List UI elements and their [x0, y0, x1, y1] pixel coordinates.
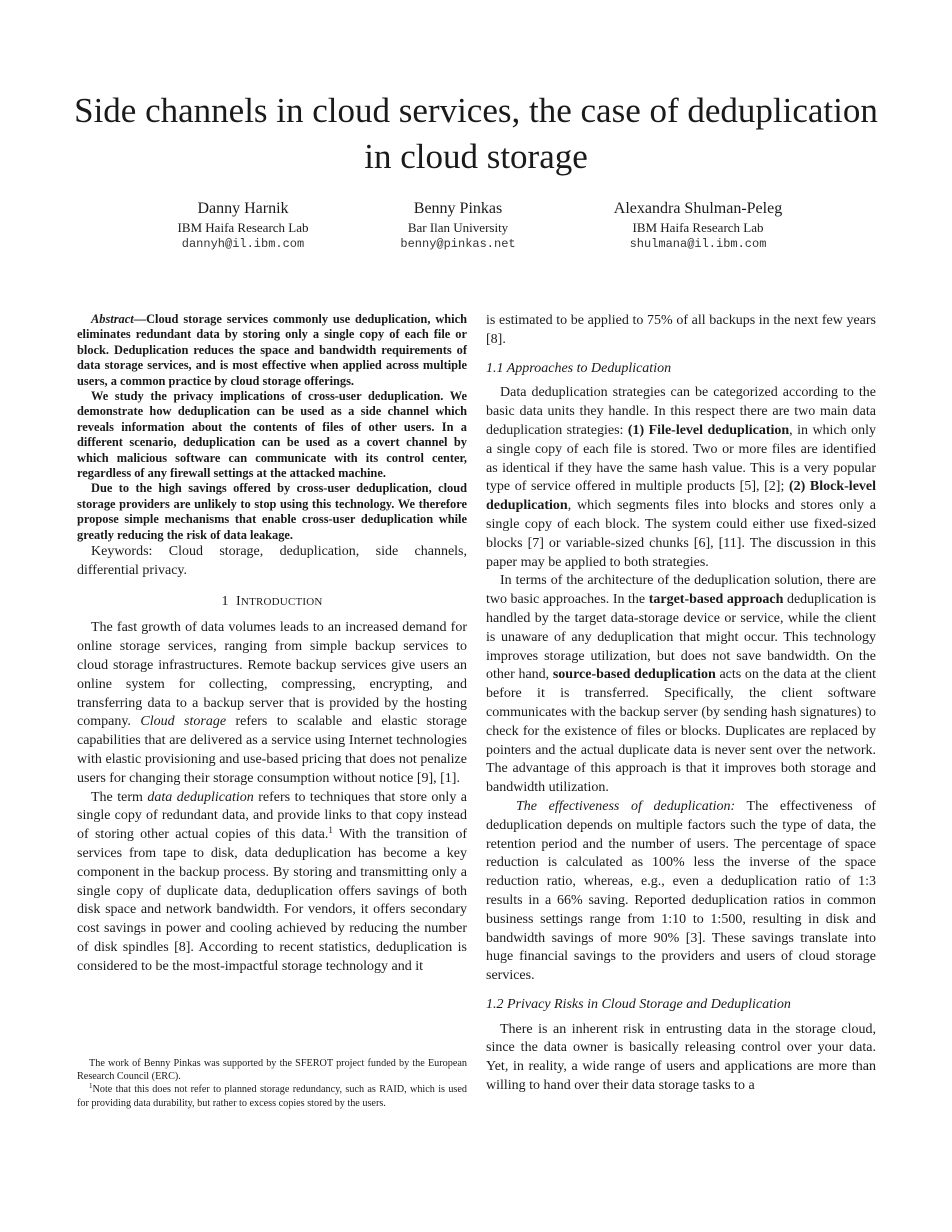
abstract-label: Abstract — [91, 312, 134, 326]
intro-paragraph-2-continued: is estimated to be applied to 75% of all backups in the next few years [8]. — [486, 313, 876, 347]
subsection-heading-approaches: 1.1 Approaches to Deduplication — [486, 360, 672, 376]
effectiveness-paragraph: The effectiveness of deduplication: The effectiveness of deduplication depends on multiple factors such the type of data, the retention period and the number of users. The percentage of space reduction is calculated as 100% less the inverse of the space reduction ratio, whereas, e.g., even a deduplication ratio of 1:3 results in a 66% saving. Reported deduplication ratios in common business settings range from 1:10 to 1:500, resulting in disk and bandwidth savings of more 90% [3]. These savings translate into huge financial savings to the providers and users of cloud storage services. — [486, 798, 876, 984]
footnote-mark: 1 — [328, 825, 333, 836]
author-name: Benny Pinkas — [413, 200, 503, 217]
footnotes — [77, 1057, 467, 1110]
left-column — [77, 312, 467, 977]
term-data-deduplication: data deduplication — [147, 789, 254, 805]
approaches-paragraph-1: Data deduplication strategies can be categorized according to the basic data units they handle. In this respect there are two main data deduplication strategies: (1) File-level deduplication, in which only a single copy of each file is stored. Two or more files are identified as identical if they have the same hash value. This is a very popular type of service offered in multiple products [5], [2]; (2) Block-level deduplication, which segments files into blocks and stores only a single copy of each block. The system could either use fixed-sized blocks [7] or variable-sized chunks [6], [11]. The discussion in this paper may be applied to both strategies. — [486, 385, 877, 570]
intro-paragraph-2: The term data deduplication refers to techniques that store only a single copy of redundant data, and provide links to that copy instead of storing other actual copies of this data.$^1$ With the transition of services from tape to disk, data deduplication has become a key component in the backup process. By storing and transmitting only a single copy of duplicate data, deduplication offers savings of both disk space and network bandwidth. For vendors, it offers secondary cost savings in power and cooling achieved by reducing the number of disk spindles [8]. According to recent statistics, deduplication is considered to be the most-impactful storage technology and it — [77, 789, 468, 974]
author-name: Alexandra Shulman-Peleg — [613, 200, 783, 217]
paper-title: Side channels in cloud services, the case of deduplication in cloud storage — [74, 91, 878, 176]
abstract-paragraph-2: We study the privacy implications of cross-user deduplication. We demonstrate how deduplication can be used as a side channel which reveals information about the contents of files of other users. In a different scenario, deduplication can be used as a covert channel by which malicious software can communicate with its control center, regardless of any firewall settings at the attacked machine. — [77, 389, 467, 481]
author-email: benny@pinkas.net — [400, 237, 516, 251]
author-affiliation: IBM Haifa Research Lab — [632, 220, 764, 235]
footnote-1: $^1$Note that this does not refer to planned storage redundancy, such as RAID, which is used for providing data durability, but rather to excess copies stored by the users. — [77, 1082, 467, 1109]
author-email: dannyh@il.ibm.com — [181, 237, 305, 251]
approaches-paragraph-2: In terms of the architecture of the deduplication solution, there are two basic approaches. In the target-based approach deduplication is handled by the target data-storage device or service, while the client is unaware of any deduplication that might occur. This technology improves storage utilization, but does not save bandwidth. On the other hand, source-based deduplication acts on the data at the client before it is transferred. Specifically, the client software communicates with the backup server (by sending hash signatures) to check for the existence of files or blocks. Duplicates are replaced by pointers and the actual duplicate data is never sent over the network. The advantage of this approach is that it improves both storage and bandwidth utilization. — [486, 573, 877, 796]
abstract-paragraph-1: Abstract—Cloud storage services commonly use deduplication, which eliminates redundant data by storing only a single copy of each file or block. Deduplication reduces the space and bandwidth requirements of data storage services, and is most effective when applied across multiple users, a common practice by cloud storage offerings. — [77, 312, 467, 388]
right-column — [486, 312, 876, 1096]
author-affiliation: IBM Haifa Research Lab — [177, 220, 309, 235]
author-block-2 — [333, 199, 583, 253]
privacy-paragraph-1: There is an inherent risk in entrusting data in the storage cloud, since the data owner is basically releasing control over your data. Yet, in reality, a wide range of users and applications are more than willing to hand over their data storage tasks to a — [486, 1021, 876, 1094]
author-affiliation: Bar Ilan University — [407, 220, 509, 235]
author-name: Danny Harnik — [197, 200, 289, 217]
section-heading-introduction: 1 INTRODUCTION — [221, 593, 323, 609]
footnote-funding: The work of Benny Pinkas was supported by the SFEROT project funded by the European Research Council (ERC). — [77, 1058, 467, 1083]
intro-paragraph-1: The fast growth of data volumes leads to an increased demand for online storage services, ranging from simple backup services to cloud storage infrastructures. Remote backup services give users an online system for collecting, compressing, encrypting, and transferring data to a backup server that is provided by the hosting company. Cloud storage refers to scalable and elastic storage capabilities that are delivered as a service using Internet technologies with elastic provisioning and use-based pricing that does not penalize users for changing their storage consumption without notice [9], [1]. — [77, 620, 467, 786]
keywords: Keywords: Cloud storage, deduplication, side channels, differential privacy. — [77, 544, 467, 578]
author-email: shulmana@il.ibm.com — [629, 237, 767, 251]
abstract-paragraph-3: Due to the high savings offered by cross-user deduplication, cloud storage providers are unlikely to stop using this technology. We therefore propose simple mechanisms that enable cross-user deduplication while greatly reducing the risk of data leakage. — [77, 481, 467, 542]
subsection-heading-privacy-risks: 1.2 Privacy Risks in Cloud Storage and Deduplication — [486, 996, 791, 1012]
term-cloud-storage: Cloud storage — [140, 714, 227, 730]
author-block-1 — [118, 199, 368, 253]
author-block-3 — [573, 199, 823, 253]
